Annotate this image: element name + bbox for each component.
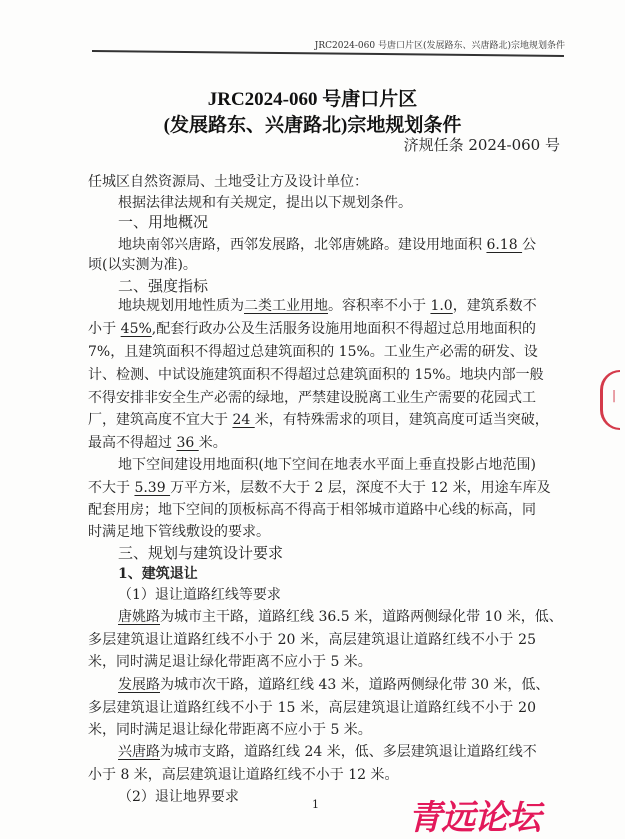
text-run: （1）退让道路红线等要求 — [118, 587, 281, 603]
body-line — [88, 388, 536, 408]
underlined-value: 二类工业用地 — [244, 298, 328, 314]
red-seal-stamp — [600, 370, 620, 430]
text-run: （2）退让地界要求 — [118, 789, 239, 805]
text-run: 配套用房；地下空间的顶板标高不得高于相邻城市道路中心线的标高，同 — [88, 502, 536, 518]
underlined-value: 36 — [176, 435, 199, 451]
text-run: 米，同时满足退让绿化带距离不应小于 5 米。 — [88, 722, 372, 738]
document-title-line1: JRC2024-060 号唐口片区 — [207, 89, 418, 110]
text-run: 不大于 — [88, 480, 135, 496]
underlined-value: 发展路 — [118, 677, 160, 693]
body-line — [88, 172, 536, 192]
body-line — [118, 585, 536, 605]
text-run: 最高不得超过 — [88, 435, 177, 451]
body-line — [118, 296, 536, 316]
underlined-value: 5.39 — [134, 480, 171, 496]
text-run: 7%，且建筑面积不得超过总建筑面积的 15%。工业生产必需的研发、设 — [88, 344, 538, 360]
text-run: 为城市主干路，道路红线 36.5 米，道路两侧绿化带 10 米，低、 — [160, 609, 563, 625]
section-heading — [118, 212, 536, 232]
text-run: 小于 8 米，高层建筑退让道路红线不小于 12 米。 — [88, 767, 399, 783]
body-line — [88, 342, 536, 362]
body-line — [88, 765, 536, 785]
text-run: 小于 — [88, 321, 121, 337]
section-heading — [118, 543, 536, 563]
document-number: 济规任条 2024-060 号 — [403, 136, 560, 154]
underlined-value: 兴唐路 — [118, 744, 160, 760]
body-line — [88, 478, 551, 498]
text-run: 米，同时满足退让绿化带距离不应小于 5 米。 — [88, 654, 372, 670]
text-run: 一、用地概况 — [118, 213, 209, 231]
body-line — [88, 720, 536, 740]
text-run: 任城区自然资源局、土地受让方及设计单位： — [88, 174, 368, 190]
seal-fragment: | — [612, 388, 617, 402]
body-line — [118, 235, 536, 255]
underlined-value: 1.0 — [430, 298, 453, 314]
text-run: 地块规划用地性质为 — [118, 298, 244, 314]
document-title-line2: (发展路东、兴唐路北)宗地规划条件 — [163, 115, 462, 136]
body-line — [88, 630, 536, 650]
body-line — [88, 652, 536, 672]
body-line — [118, 675, 550, 695]
text-run: 顷(以实测为准)。 — [88, 257, 197, 273]
text-run: 多层建筑退让道路红线不小于 15 米，高层建筑退让道路红线不小于 20 — [88, 700, 536, 716]
text-run: 时满足地下管线敷设的要求。 — [88, 524, 270, 540]
underlined-value: 6.18 — [486, 237, 523, 253]
body-line — [118, 193, 536, 213]
section-heading — [118, 276, 536, 296]
text-run: ，建筑系数不 — [452, 298, 537, 314]
text-run: 厂，建筑高度不宜大于 — [88, 412, 233, 428]
text-run: 根据法律法规和有关规定，提出以下规划条件。 — [118, 195, 412, 211]
underlined-value: 24 — [232, 412, 255, 428]
text-run: 米，有特殊需求的项目，建筑高度可适当突破， — [254, 412, 549, 428]
text-run: 公 — [522, 237, 537, 253]
text-run: 。容积率不小于 — [328, 298, 431, 314]
text-run: 为城市次干路，道路红线 43 米，道路两侧绿化带 30 米，低、 — [160, 677, 550, 693]
body-line — [88, 698, 536, 718]
text-run: 地下空间建设用地面积(地下空间在地表水平面上垂直投影占地范围) — [118, 457, 536, 473]
body-line — [118, 742, 536, 762]
body-line — [88, 500, 536, 520]
text-run: 二、强度指标 — [118, 277, 209, 295]
text-run: 米。 — [198, 435, 227, 451]
watermark-logo: 青远论坛 — [408, 798, 540, 838]
text-run: 万平方米，层数不大于 2 层，深度不大于 12 米，用途车库及 — [170, 480, 551, 496]
body-line — [118, 455, 536, 475]
running-header: JRC2024-060 号唐口片区(发展路东、兴唐路北)宗地规划条件 — [314, 41, 565, 51]
text-run: 1、建筑退让 — [118, 566, 198, 582]
underlined-value: 唐姚路 — [118, 609, 160, 625]
body-line — [118, 564, 536, 584]
text-run: 计、检测、中试设施建筑面积不得超过总建筑面积的 15%。地块内部一般 — [88, 367, 544, 383]
text-run: 多层建筑退让道路红线不小于 20 米，高层建筑退让道路红线不小于 25 — [88, 632, 536, 648]
text-run: ,配套行政办公及生活服务设施用地面积不得超过总用地面积的 — [151, 321, 537, 337]
body-line — [88, 255, 536, 275]
body-line — [118, 607, 563, 627]
body-line — [88, 365, 544, 385]
text-run: 不得安排非安全生产必需的绿地，严禁建设脱离工业生产需要的花园式工 — [88, 390, 536, 406]
body-line — [88, 319, 536, 339]
text-run: 三、规划与建筑设计要求 — [118, 544, 284, 562]
body-line — [88, 522, 536, 542]
body-line — [88, 433, 536, 453]
body-line — [88, 410, 549, 430]
text-run: 为城市支路，道路红线 24 米，低、多层建筑退让道路红线不 — [160, 744, 537, 760]
text-run: 地块南邻兴唐路，西邻发展路，北邻唐姚路。建设用地面积 — [118, 237, 487, 253]
underlined-value: 45% — [120, 321, 152, 337]
page-number: 1 — [312, 798, 319, 811]
